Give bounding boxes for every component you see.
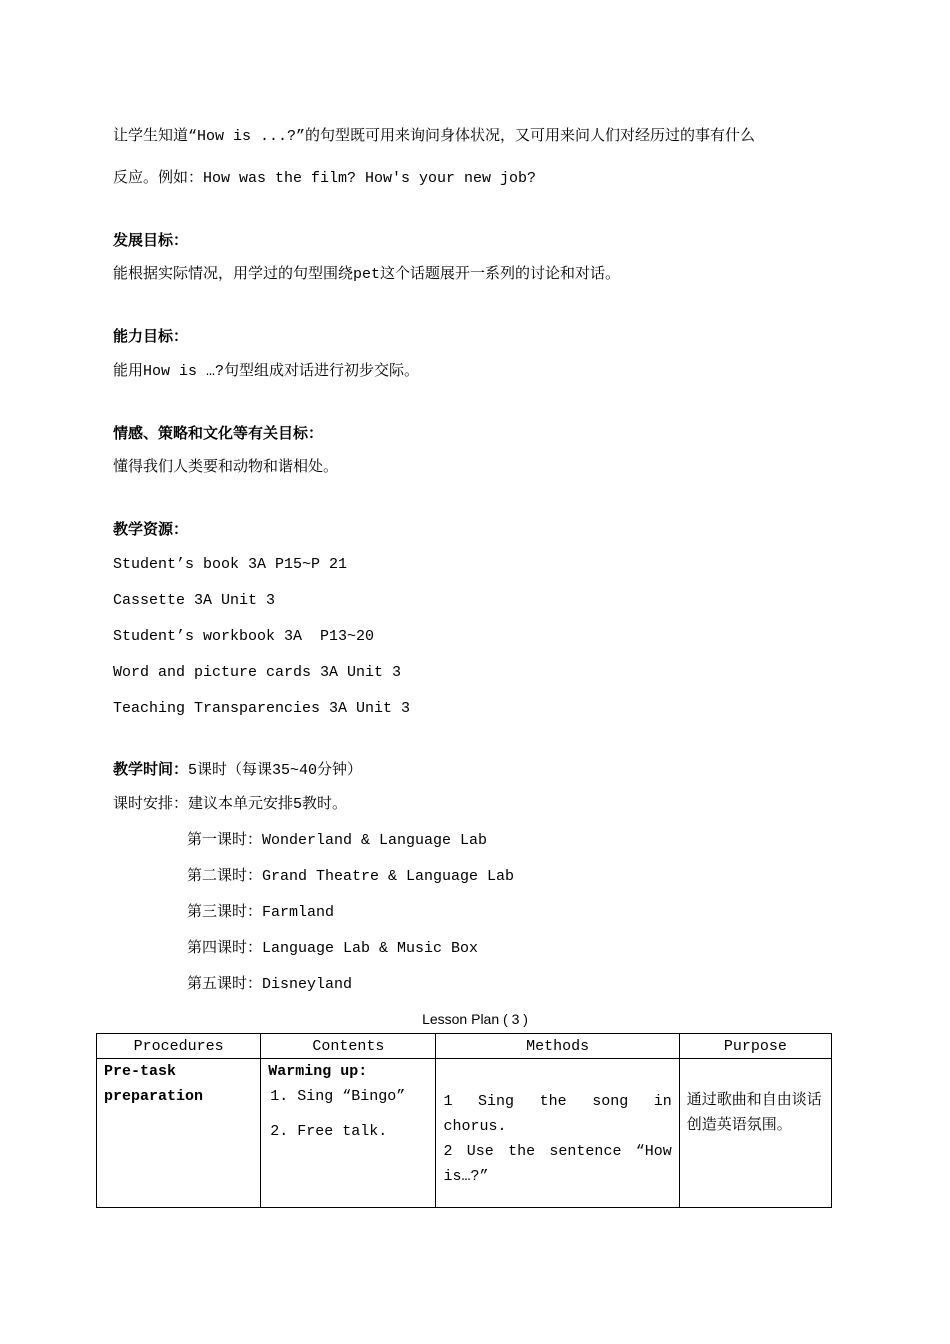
period-item: 第五课时：Disneyland [187,976,353,993]
time-value: 5课时（每课35~40分钟） [188,762,363,779]
lesson-plan-table [96,1033,832,1208]
table-caption: Lesson Plan ( 3 ) [422,1011,528,1027]
contents-item: 1. Sing “Bingo” [270,1088,406,1105]
period-item: 第三课时：Farmland [187,904,335,921]
time-arrangement: 课时安排：建议本单元安排5教时。 [113,796,348,813]
header-procedures: Procedures [97,1034,261,1059]
cell-purpose: 通过歌曲和自由谈话创造英语氛围。 [679,1059,831,1208]
resources-heading: 教学资源： [113,520,189,538]
intro-line-2: 反应。例如：How was the film? How's your new job? [113,170,537,187]
header-contents: Contents [261,1034,436,1059]
resource-item: Student’s book 3A P15~P 21 [113,556,348,573]
procedure-line-1: Pre-task [104,1063,177,1080]
table-header-row [97,1034,832,1059]
header-methods: Methods [436,1034,679,1059]
emotion-text: 懂得我们人类要和动物和谐相处。 [113,459,339,476]
contents-item: 2. Free talk. [270,1123,388,1140]
time-heading: 教学时间： [113,760,189,778]
period-item: 第二课时：Grand Theatre & Language Lab [187,868,515,885]
cell-procedure [97,1059,261,1208]
cell-methods [436,1059,679,1208]
develop-text: 能根据实际情况，用学过的句型围绕pet这个话题展开一系列的讨论和对话。 [113,266,621,283]
table-row [97,1059,832,1208]
resource-item: Teaching Transparencies 3A Unit 3 [113,700,411,717]
emotion-heading: 情感、策略和文化等有关目标： [113,424,324,442]
resource-item: Student’s workbook 3A P13~20 [113,628,375,645]
intro-line-1: 让学生知道“How is ...?”的句型既可用来询问身体状况，又可用来问人们对经历过的事有什么 [113,128,756,145]
period-item: 第四课时：Language Lab & Music Box [187,940,479,957]
methods-item: 2 Use the sentence “How is…?” [443,1143,672,1185]
ability-text: 能用How is …?句型组成对话进行初步交际。 [113,363,420,380]
header-purpose: Purpose [679,1034,831,1059]
resource-item: Cassette 3A Unit 3 [113,592,276,609]
contents-title: Warming up: [268,1063,368,1080]
time-line [113,759,362,781]
cell-contents [261,1059,436,1208]
ability-heading: 能力目标： [113,327,189,345]
methods-item: 1 Sing the song in chorus. [443,1093,672,1135]
develop-heading: 发展目标： [113,231,189,249]
period-item: 第一课时：Wonderland & Language Lab [187,832,488,849]
procedure-line-2: preparation [104,1088,204,1105]
resource-item: Word and picture cards 3A Unit 3 [113,664,402,681]
